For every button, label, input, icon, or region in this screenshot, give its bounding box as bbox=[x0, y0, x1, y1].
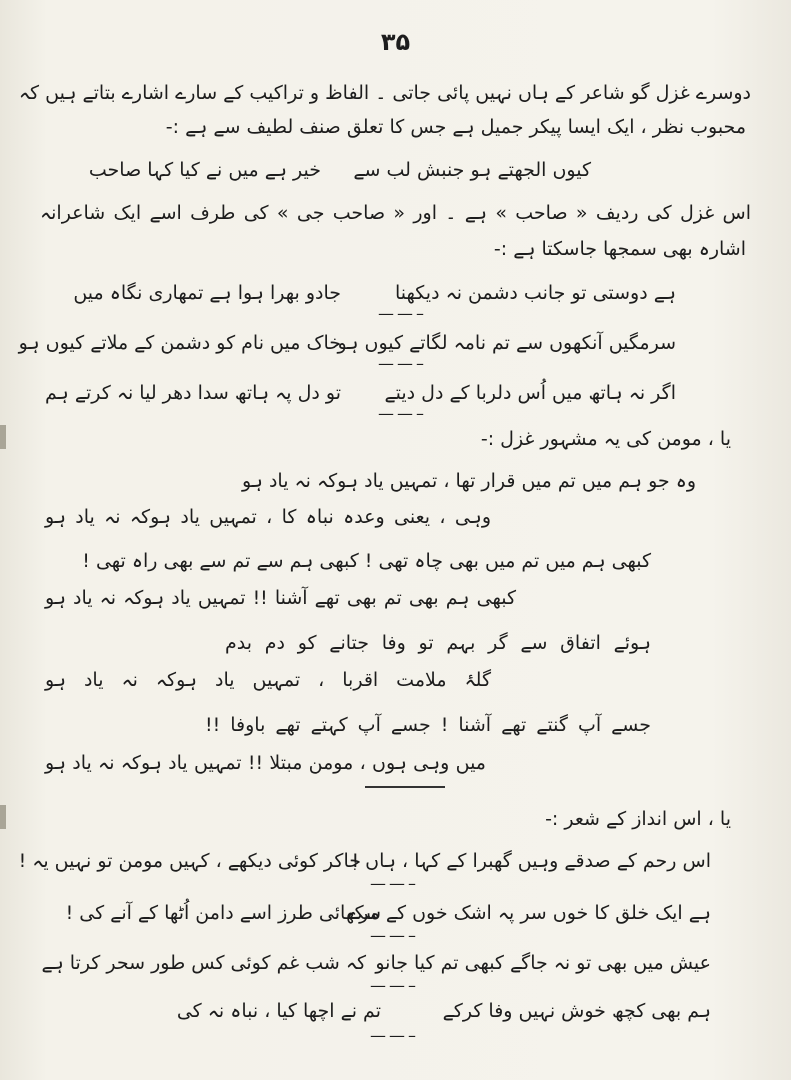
couplet-a-1-misra-2: جادو بھرا ہوا ہے تمھاری نگاہ میں bbox=[73, 282, 341, 304]
ghazal-line-1: وہ جو ہم میں تم میں قرار تھا ، تمہیں یاد ہوکہ نہ یاد ہو bbox=[241, 470, 696, 492]
page-number: ۳۵ bbox=[380, 28, 411, 56]
ghazal-line-3: کبھی ہم میں تم میں بھی چاہ تھی ! کبھی ہم سے تم سے بھی راہ تھی ! bbox=[82, 550, 651, 572]
ghazal-line-6: گلۂ ملامت اقربا ، تمہیں یاد ہوکہ نہ یاد ہو bbox=[45, 669, 491, 691]
separator-dash: ——– bbox=[370, 1026, 419, 1045]
ghazal-line-4: کبھی ہم بھی تم بھی تھے آشنا !! تمہیں یاد ہوکہ نہ یاد ہو bbox=[45, 587, 516, 609]
couplet-b-4-misra-2: تم نے اچھا کیا ، نباہ نہ کی bbox=[176, 1000, 381, 1022]
separator-dash: ——– bbox=[378, 354, 427, 373]
couplet-b-1 bbox=[18, 848, 751, 874]
couplet-b-2 bbox=[40, 900, 751, 926]
couplet-1-misra-1: کیوں الجھتے ہو جنبش لب سے bbox=[353, 159, 591, 181]
ghazal-line-7: جسے آپ گنتے تھے آشنا ! جسے آپ کہتے تھے باوفا !! bbox=[205, 714, 651, 736]
couplet-a-3-misra-2: تو دل پہ ہاتھ سدا دھر لیا نہ کرتے ہم bbox=[45, 382, 341, 404]
couplet-b-1-misra-2: جاکر کوئی دیکھے ، کہیں مومن تو نہیں یہ ! bbox=[18, 850, 361, 872]
couplet-a-3-misra-1: اگر نہ ہاتھ میں اُس دلربا کے دل دیتے bbox=[384, 382, 676, 404]
couplet-b-3 bbox=[40, 950, 751, 976]
couplet-a-1-misra-1: ہے دوستی تو جانب دشمن نہ دیکھنا bbox=[395, 282, 676, 304]
couplet-b-3-misra-1: عیش میں بھی تو نہ جاگے کبھی تم کیا جانو bbox=[375, 952, 711, 974]
intro-line-2: محبوب نظر ، ایک ایسا پیکر جمیل ہے جس کا تعلق صنف لطیف سے ہے :- bbox=[165, 116, 746, 138]
couplet-1-misra-2: خیر ہے میں نے کیا کہا صاحب bbox=[88, 159, 321, 181]
couplet-b-1-misra-1: اس رحم کے صدقے وہیں گھبرا کے کہا ، ہاں ! bbox=[351, 850, 711, 872]
separator-dash: ——– bbox=[370, 874, 419, 893]
ghazal-line-2: وہی ، یعنی وعدہ نباہ کا ، تمہیں یاد ہوکہ نہ یاد ہو bbox=[45, 506, 491, 528]
couplet-a-3 bbox=[40, 380, 751, 406]
couplet-a-2 bbox=[18, 330, 751, 356]
separator-dash: ——– bbox=[378, 404, 427, 423]
couplet-b-4-misra-1: ہم بھی کچھ خوش نہیں وفا کرکے bbox=[442, 1000, 711, 1022]
couplet-b-4 bbox=[40, 998, 751, 1024]
couplet-a-2-misra-1: سرمگیں آنکھوں سے تم نامہ لگاتے کیوں ہو bbox=[337, 332, 676, 354]
separator-dash: ——– bbox=[370, 976, 419, 995]
margin-mark bbox=[0, 425, 6, 449]
ghazal-line-8: میں وہی ہوں ، مومن مبتلا !! تمہیں یاد ہوکہ نہ یاد ہو bbox=[45, 752, 486, 774]
underline-rule bbox=[365, 786, 445, 788]
couplet-1 bbox=[40, 157, 751, 183]
margin-mark bbox=[0, 805, 6, 829]
ghazal-line-5: ہوئے اتفاق سے گر بہم تو وفا جتانے کو دم بدم bbox=[225, 632, 651, 654]
couplet-b-3-misra-2: کہ شب غم کوئی کس طور سحر کرتا ہے bbox=[41, 952, 366, 974]
couplet-a-1 bbox=[40, 280, 751, 306]
intro-line-1: دوسرے غزل گو شاعر کے ہاں نہیں پائی جاتی ۔ الفاظ و تراکیب کے سارے اشارے بتاتے ہیں کہ bbox=[18, 82, 751, 104]
ya-andaz-line: یا ، اس انداز کے شعر :- bbox=[545, 808, 731, 830]
para2-line-2: اشارہ بھی سمجھا جاسکتا ہے :- bbox=[493, 238, 746, 260]
couplet-b-2-misra-2: سکھائی طرز اسے دامن اُٹھا کے آنے کی ! bbox=[65, 902, 381, 924]
ya-momin-line: یا ، مومن کی یہ مشہور غزل :- bbox=[480, 428, 731, 450]
couplet-a-2-misra-2: خاک میں نام کو دشمن کے ملاتے کیوں ہو bbox=[18, 332, 341, 354]
separator-dash: ——– bbox=[378, 304, 427, 323]
separator-dash: ——– bbox=[370, 926, 419, 945]
para2-line-1: اس غزل کی ردیف « صاحب » ہے ۔ اور « صاحب جی » کی طرف اسے ایک شاعرانہ bbox=[40, 202, 751, 224]
couplet-b-2-misra-1: ہے ایک خلق کا خوں سر پہ اشک خوں کے مرے bbox=[348, 902, 711, 924]
